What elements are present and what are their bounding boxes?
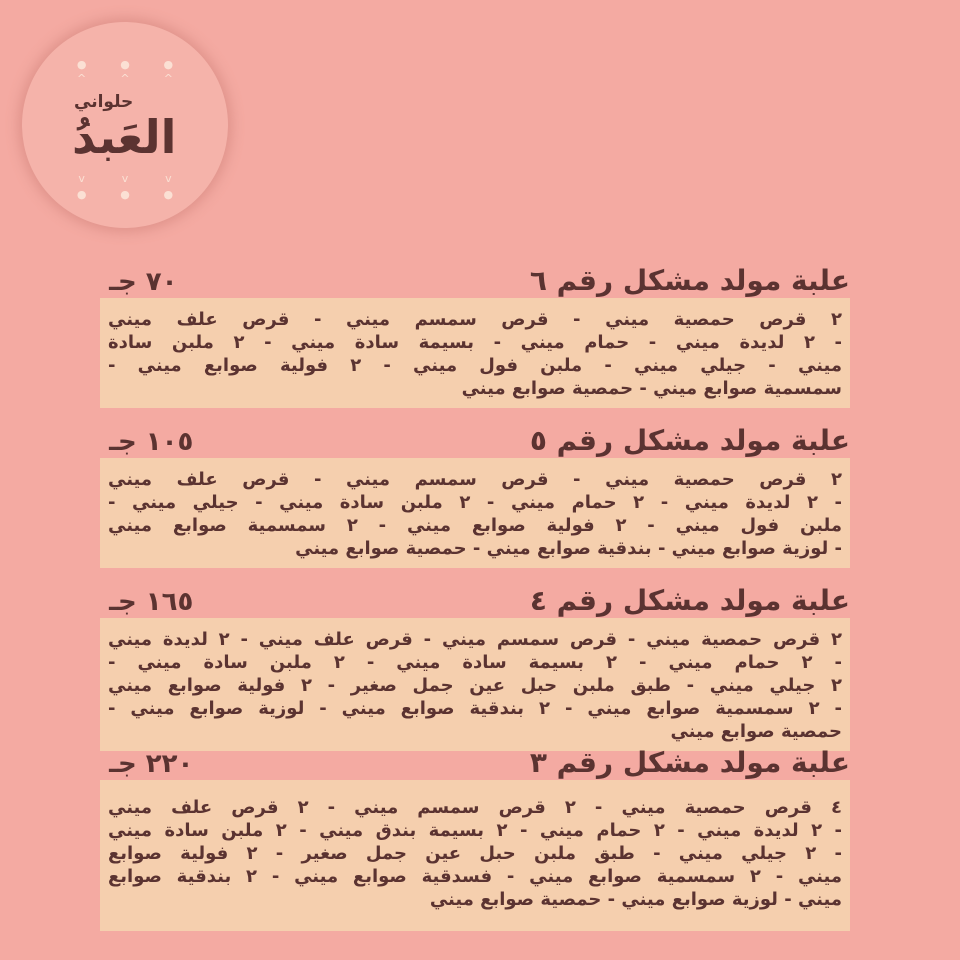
- section-price: [100, 427, 193, 457]
- contents-line: ميني - لوزية صوابع ميني - حمصية صوابع ميني: [429, 889, 842, 910]
- contents-line: ملبن فول ميني - ٢ فولية صوابع ميني - ٢ سمسمية صوابع ميني: [108, 515, 842, 536]
- section-title: علبة مولد مشكل رقم ٣: [529, 746, 850, 779]
- contents-box: [100, 780, 850, 931]
- contents-line: - ٢ لديدة ميني - ٢ حمام ميني - ٢ ملبن سادة ميني - جيلي ميني -: [108, 492, 842, 513]
- section-header: [100, 746, 850, 780]
- contents-line: حمصية صوابع ميني: [670, 721, 842, 742]
- contents-line: ٢ قرص حمصية ميني - قرص سمسم ميني - قرص علف ميني: [108, 469, 842, 490]
- contents-line: - ٢ لديدة ميني - ٢ حمام ميني - ٢ بسيمة بندق ميني - ٢ ملبن سادة ميني: [108, 820, 842, 841]
- contents-box: [100, 458, 850, 568]
- contents-line: ٢ قرص حمصية ميني - قرص سمسم ميني - قرص علف ميني - ٢ لديدة ميني: [108, 629, 842, 650]
- contents-line: ٢ قرص حمصية ميني - قرص سمسم ميني - قرص علف ميني: [108, 309, 842, 330]
- section-title: علبة مولد مشكل رقم ٥: [529, 424, 850, 457]
- decorative-dots: ● ● ●: [76, 188, 174, 201]
- contents-line: ميني - ٢ سمسمية صوابع ميني - فسدقية صوابع ميني - ٢ بندقية صوابع: [108, 866, 842, 887]
- currency: جـ: [109, 267, 137, 297]
- contents-line: ٤ قرص حمصية ميني - ٢ قرص سمسم ميني - ٢ قرص علف ميني: [108, 797, 842, 818]
- section-price: [100, 587, 193, 617]
- contents-line: - ٢ حمام ميني - ٢ بسيمة سادة ميني - ٢ ملبن سادة ميني -: [108, 652, 842, 673]
- currency: جـ: [109, 749, 137, 779]
- contents-line: سمسمية صوابع ميني - حمصية صوابع ميني: [461, 378, 842, 399]
- section-header: [100, 424, 850, 458]
- price-value: ١٦٥: [145, 587, 194, 617]
- price-value: ٢٢٠: [145, 749, 194, 779]
- contents-line: - ٢ سمسمية صوابع ميني - ٢ بندقية صوابع ميني - لوزية صوابع ميني -: [108, 698, 842, 719]
- contents-line: - لوزية صوابع ميني - بندقية صوابع ميني - حمصية صوابع ميني: [295, 538, 842, 559]
- section-price: [100, 749, 193, 779]
- decorative-dots: ● ● ●: [76, 58, 174, 71]
- menu-section: [100, 424, 850, 568]
- decorative-chevrons: v v v: [78, 172, 172, 185]
- contents-line: ميني - جيلي ميني - ملبن فول ميني - ٢ فولية صوابع ميني -: [108, 355, 842, 376]
- contents-line: - ٢ لديدة ميني - حمام ميني - بسيمة سادة ميني - ٢ ملبن سادة: [108, 332, 842, 353]
- menu-section: [100, 584, 850, 751]
- logo-subtitle: حلواني: [74, 92, 134, 112]
- logo-name: العَبدُ: [72, 110, 177, 164]
- section-header: [100, 264, 850, 298]
- menu-section: [100, 264, 850, 408]
- section-title: علبة مولد مشكل رقم ٦: [529, 264, 850, 297]
- brand-logo: [22, 22, 228, 228]
- price-value: ٧٠: [145, 267, 178, 297]
- decorative-chevrons: ^ ^ ^: [77, 72, 173, 85]
- contents-box: [100, 298, 850, 408]
- contents-line: ٢ جيلي ميني - طبق ملبن حبل عين جمل صغير - ٢ فولية صوابع ميني: [108, 675, 842, 696]
- contents-line: - ٢ جيلي ميني - طبق ملبن حبل عين جمل صغير - ٢ فولية صوابع: [108, 843, 842, 864]
- section-title: علبة مولد مشكل رقم ٤: [529, 584, 850, 617]
- section-header: [100, 584, 850, 618]
- contents-box: [100, 618, 850, 751]
- currency: جـ: [109, 427, 137, 457]
- currency: جـ: [109, 587, 137, 617]
- section-price: [100, 267, 178, 297]
- menu-section: [100, 746, 850, 931]
- price-value: ١٠٥: [145, 427, 194, 457]
